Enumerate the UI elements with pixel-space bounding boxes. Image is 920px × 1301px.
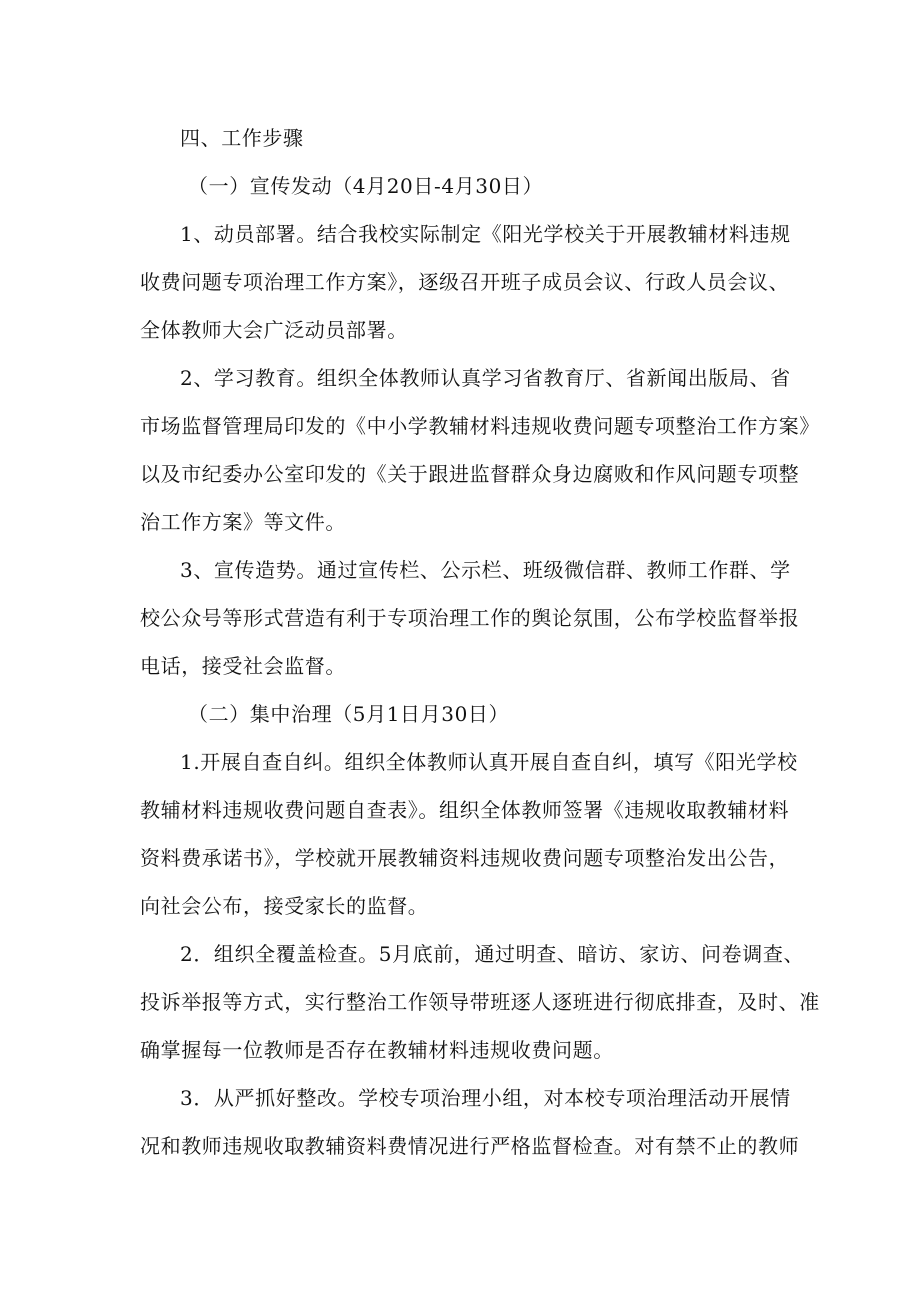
paragraph-line: 资料费承诺书》，学校就开展教辅资料违规收费问题专项整治发出公告，	[140, 846, 790, 870]
paragraph-line: 1、动员部署。结合我校实际制定《阳光学校关于开展教辅材料违规	[180, 222, 791, 246]
paragraph-line: 市场监督管理局印发的《中小学教辅材料违规收费问题专项整治工作方案》	[140, 414, 820, 438]
paragraph-line: 确掌握每一位教师是否存在教辅材料违规收费问题。	[140, 1038, 614, 1062]
paragraph-line: 况和教师违规收取教辅资料费情况进行严格监督检查。对有禁不止的教师	[140, 1134, 800, 1158]
subsection-heading: （二）集中治理（5月1日月30日）	[188, 702, 510, 726]
paragraph-line: 1.开展自查自纠。组织全体教师认真开展自查自纠，填写《阳光学校	[180, 750, 798, 774]
document-body	[140, 114, 820, 1170]
paragraph-line: 2．组织全覆盖检查。5月底前，通过明查、暗访、家访、问卷调查、	[180, 942, 805, 966]
paragraph-line: 投诉举报等方式，实行整治工作领导带班逐人逐班进行彻底排查，及时、准	[140, 990, 820, 1014]
paragraph-line: 教辅材料违规收费问题自查表》。组织全体教师签署《违规收取教辅材料	[140, 798, 790, 822]
paragraph-line: 校公众号等形式营造有利于专项治理工作的舆论氛围，公布学校监督举报	[140, 606, 800, 630]
paragraph-line: 3．从严抓好整改。学校专项治理小组，对本校专项治理活动开展情	[180, 1086, 791, 1110]
paragraph-line: 2、学习教育。组织全体教师认真学习省教育厅、省新闻出版局、省	[180, 366, 791, 390]
paragraph-line: 电话，接受社会监督。	[140, 654, 346, 678]
paragraph-line: 治工作方案》等文件。	[140, 510, 346, 534]
paragraph-line: 3、宣传造势。通过宣传栏、公示栏、班级微信群、教师工作群、学	[180, 558, 791, 582]
paragraph-line: 向社会公布，接受家长的监督。	[140, 894, 429, 918]
paragraph-line: 收费问题专项治理工作方案》，逐级召开班子成员会议、行政人员会议、	[140, 270, 790, 294]
section-heading: 四、工作步骤	[180, 126, 304, 150]
paragraph-line: 全体教师大会广泛动员部署。	[140, 318, 408, 342]
subsection-heading: （一）宣传发动（4月20日-4月30日）	[188, 174, 544, 198]
paragraph-line: 以及市纪委办公室印发的《关于跟进监督群众身边腐败和作风问题专项整	[140, 462, 800, 486]
